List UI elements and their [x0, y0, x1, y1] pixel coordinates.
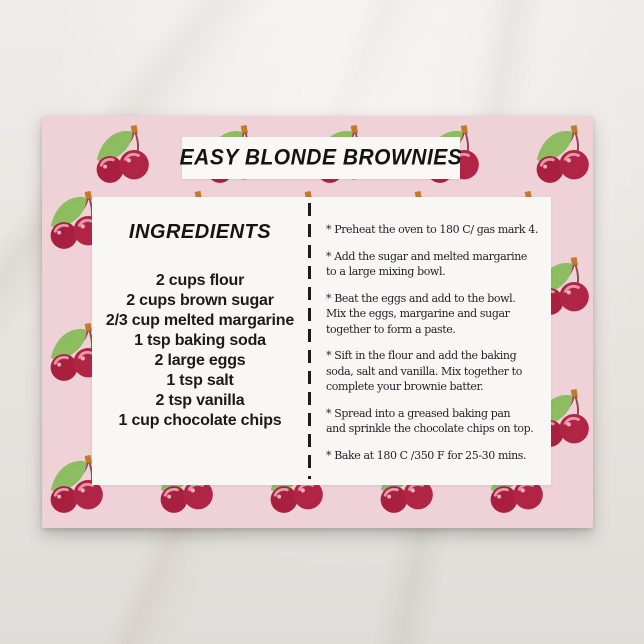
ingredient-item: 2 cups brown sugar — [126, 292, 274, 309]
instruction-step — [326, 348, 548, 395]
instruction-line: together to form a paste. — [326, 322, 456, 336]
ingredients-heading: INGREDIENTS — [128, 221, 272, 243]
instruction-line: Mix the eggs, margarine and sugar — [326, 307, 510, 320]
ingredients-list — [92, 271, 308, 431]
ingredient-item: 1 tsp baking soda — [134, 332, 266, 349]
title-banner — [179, 137, 463, 179]
instruction-line: * Spread into a greased baking pan — [326, 406, 511, 420]
instructions-section — [326, 222, 548, 474]
ingredient-item: 1 cup chocolate chips — [118, 412, 282, 429]
instruction-step — [326, 406, 548, 437]
ingredient-item: 2/3 cup melted margarine — [105, 312, 295, 329]
instruction-line: and sprinkle the chocolate chips on top. — [326, 422, 534, 435]
instruction-line: * Bake at 180 C /350 F for 25-30 mins. — [326, 448, 527, 462]
instruction-line: * Beat the eggs and add to the bowl. — [326, 291, 516, 305]
cherries-icon — [534, 124, 592, 186]
recipe-title: EASY BLONDE BROWNIES — [179, 145, 463, 170]
ingredient-item: 2 tsp vanilla — [155, 392, 245, 409]
instruction-step — [326, 222, 548, 238]
instruction-step — [326, 448, 548, 464]
instruction-line: complete your brownie batter. — [326, 380, 484, 393]
instruction-line: soda, salt and vanilla. Mix together to — [326, 364, 522, 378]
instruction-step — [326, 249, 548, 280]
instruction-line: to a large mixing bowl. — [326, 265, 446, 278]
cherries-icon — [94, 124, 152, 186]
ingredient-item: 1 tsp salt — [166, 372, 234, 389]
ingredients-section — [92, 197, 308, 485]
recipe-postcard — [42, 116, 593, 528]
ingredient-item: 2 cups flour — [155, 272, 245, 289]
instruction-line: * Preheat the oven to 180 C/ gas mark 4. — [326, 223, 538, 236]
instruction-line: * Add the sugar and melted margarine — [326, 249, 528, 263]
dashed-divider — [308, 203, 311, 479]
ingredient-item: 2 large eggs — [154, 352, 246, 369]
recipe-panel — [92, 197, 551, 485]
instruction-line: * Sift in the flour and add the baking — [326, 349, 517, 362]
instruction-step — [326, 291, 548, 338]
